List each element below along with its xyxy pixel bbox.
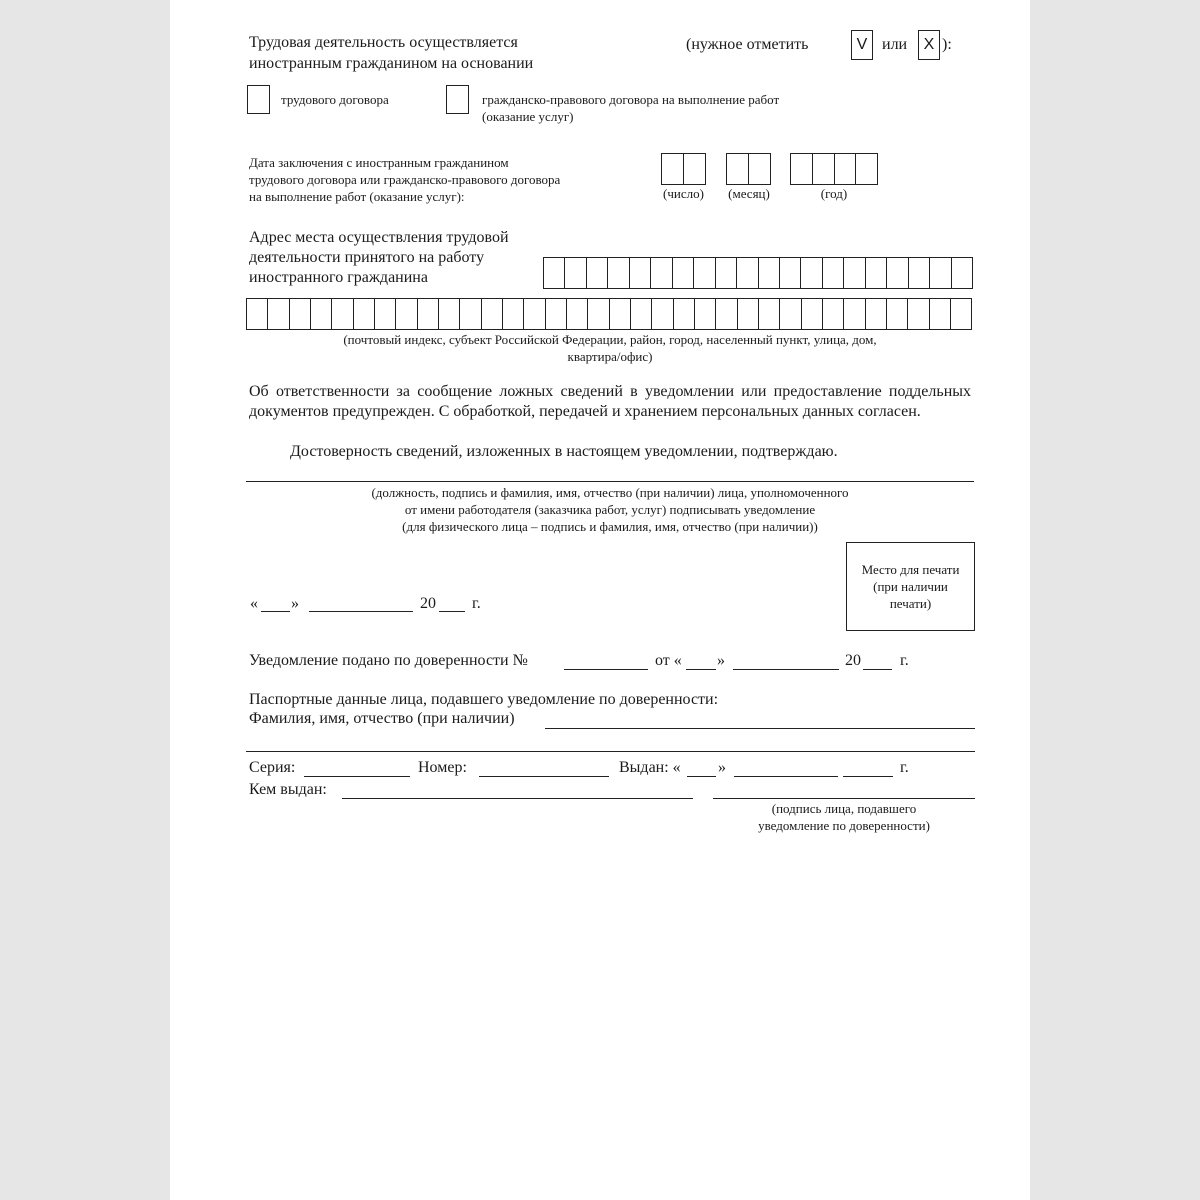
address-cells-row-2[interactable] [246, 298, 972, 330]
signature-hint-2: от имени работодателя (заказчика работ, услуг) подписывать уведомление [404, 502, 816, 517]
mark-prompt: (нужное отметить [686, 36, 809, 53]
address-char-cell[interactable] [268, 299, 289, 329]
address-char-cell[interactable] [565, 258, 586, 288]
labor-contract-checkbox[interactable] [247, 85, 270, 114]
address-char-cell[interactable] [759, 258, 780, 288]
address-char-cell[interactable] [673, 258, 694, 288]
year-caption: (год) [820, 186, 848, 201]
address-char-cell[interactable] [588, 299, 609, 329]
address-char-cell[interactable] [311, 299, 332, 329]
digit-cell[interactable] [791, 154, 813, 184]
contract-date-line-3: на выполнение работ (оказание услуг): [249, 189, 465, 204]
address-hint-2: квартира/офис) [567, 349, 653, 364]
sign-year-blank[interactable] [439, 611, 465, 612]
contract-month-cells[interactable] [726, 153, 771, 185]
number-field[interactable] [479, 776, 609, 777]
civil-contract-checkbox[interactable] [446, 85, 469, 114]
proxy-year-blank[interactable] [863, 669, 892, 670]
address-char-cell[interactable] [503, 299, 524, 329]
form-page [170, 0, 1030, 1200]
sign-month-blank[interactable] [309, 611, 413, 612]
address-char-cell[interactable] [802, 299, 823, 329]
civil-contract-label-1: гражданско-правового договора на выполнение работ [482, 92, 780, 107]
digit-cell[interactable] [835, 154, 857, 184]
issued-year-field[interactable] [843, 776, 893, 777]
digit-cell[interactable] [749, 154, 770, 184]
issued-close: » [718, 759, 726, 776]
proxy-year-suffix: г. [900, 652, 909, 669]
address-char-cell[interactable] [866, 299, 887, 329]
address-char-cell[interactable] [887, 258, 908, 288]
address-char-cell[interactable] [587, 258, 608, 288]
address-char-cell[interactable] [844, 258, 865, 288]
address-char-cell[interactable] [482, 299, 503, 329]
contract-day-cells[interactable] [661, 153, 706, 185]
proxy-sign-hint-1: (подпись лица, подавшего [771, 801, 917, 816]
address-char-cell[interactable] [375, 299, 396, 329]
address-char-cell[interactable] [460, 299, 481, 329]
stamp-text-2: (при наличии [873, 579, 948, 594]
address-char-cell[interactable] [524, 299, 545, 329]
address-char-cell[interactable] [652, 299, 673, 329]
basis-line-1: Трудовая деятельность осуществляется [249, 34, 518, 51]
signature-line[interactable] [246, 481, 974, 482]
confirm-text: Достоверность сведений, изложенных в настоящем уведомлении, подтверждаю. [290, 443, 838, 460]
address-char-cell[interactable] [780, 258, 801, 288]
issued-by-field[interactable] [342, 798, 693, 799]
stamp-text-1: Место для печати [861, 562, 960, 577]
issued-label: Выдан: « [619, 759, 681, 776]
address-char-cell[interactable] [823, 258, 844, 288]
address-char-cell[interactable] [952, 258, 972, 288]
address-char-cell[interactable] [439, 299, 460, 329]
address-char-cell[interactable] [290, 299, 311, 329]
contract-date-line-1: Дата заключения с иностранным гражданином [249, 155, 509, 170]
passport-title: Паспортные данные лица, подавшего уведомление по доверенности: [249, 691, 719, 708]
proxy-number-blank[interactable] [564, 669, 648, 670]
fio-field-continued[interactable] [246, 751, 975, 752]
digit-cell[interactable] [856, 154, 877, 184]
address-char-cell[interactable] [247, 299, 268, 329]
labor-contract-label: трудового договора [281, 92, 389, 107]
proxy-close: » [717, 652, 725, 669]
series-field[interactable] [304, 776, 410, 777]
address-char-cell[interactable] [354, 299, 375, 329]
address-line-3: иностранного гражданина [249, 269, 428, 286]
stamp-text-3: печати) [889, 596, 932, 611]
mark-close: ): [942, 36, 952, 53]
address-char-cell[interactable] [738, 299, 759, 329]
address-char-cell[interactable] [567, 299, 588, 329]
digit-cell[interactable] [727, 154, 749, 184]
sign-day-blank[interactable] [261, 611, 290, 612]
address-char-cell[interactable] [332, 299, 353, 329]
address-char-cell[interactable] [951, 299, 971, 329]
address-char-cell[interactable] [887, 299, 908, 329]
signature-hint-3: (для физического лица – подпись и фамилия, имя, отчество (при наличии)) [402, 519, 818, 534]
address-char-cell[interactable] [801, 258, 822, 288]
address-char-cell[interactable] [608, 258, 629, 288]
sign-date-close: » [291, 595, 299, 612]
address-char-cell[interactable] [544, 258, 565, 288]
address-char-cell[interactable] [930, 299, 951, 329]
address-char-cell[interactable] [674, 299, 695, 329]
address-char-cell[interactable] [631, 299, 652, 329]
digit-cell[interactable] [813, 154, 835, 184]
issued-year-suffix: г. [900, 759, 909, 776]
address-char-cell[interactable] [610, 299, 631, 329]
address-char-cell[interactable] [759, 299, 780, 329]
address-cells-row-1[interactable] [543, 257, 973, 289]
stamp-place [846, 542, 975, 631]
address-char-cell[interactable] [396, 299, 417, 329]
proxy-sign-hint-2: уведомление по доверенности) [758, 818, 930, 833]
basis-line-2: иностранным гражданином на основании [249, 55, 534, 72]
address-char-cell[interactable] [418, 299, 439, 329]
address-char-cell[interactable] [908, 299, 929, 329]
month-caption: (месяц) [728, 186, 770, 201]
mark-or: или [882, 36, 908, 53]
sign-date-open: « [250, 595, 258, 612]
address-char-cell[interactable] [737, 258, 758, 288]
address-char-cell[interactable] [909, 258, 930, 288]
fio-field[interactable] [545, 728, 975, 729]
issued-by-label: Кем выдан: [249, 781, 327, 798]
sign-year-suffix: г. [472, 595, 481, 612]
address-hint-1: (почтовый индекс, субъект Российской Федерации, район, город, населенный пункт, улица, дом, [343, 332, 877, 347]
series-label: Серия: [249, 759, 296, 776]
address-char-cell[interactable] [780, 299, 801, 329]
proxy-signature-line[interactable] [713, 798, 975, 799]
contract-date-line-2: трудового договора или гражданско-правового договора [249, 172, 561, 187]
address-line-1: Адрес места осуществления трудовой [249, 229, 509, 246]
address-char-cell[interactable] [694, 258, 715, 288]
proxy-year-prefix: 20 [845, 652, 861, 669]
mark-v-sample: V [851, 30, 873, 60]
address-char-cell[interactable] [630, 258, 651, 288]
mark-x-sample: X [918, 30, 940, 60]
proxy-month-blank[interactable] [733, 669, 839, 670]
address-char-cell[interactable] [823, 299, 844, 329]
issued-day-field[interactable] [687, 776, 716, 777]
responsibility-text: Об ответственности за сообщение ложных сведений в уведомлении или предоставление поддельных документов предупрежден. С обработкой, передачей и хранением персональных данных согласен. [249, 383, 971, 420]
address-char-cell[interactable] [930, 258, 951, 288]
digit-cell[interactable] [684, 154, 705, 184]
proxy-label: Уведомление подано по доверенности № [249, 652, 528, 669]
number-label: Номер: [418, 759, 467, 776]
civil-contract-label-2: (оказание услуг) [482, 109, 574, 124]
fio-label: Фамилия, имя, отчество (при наличии) [249, 710, 515, 727]
sign-year-prefix: 20 [420, 595, 436, 612]
proxy-from: от « [655, 652, 682, 669]
proxy-day-blank[interactable] [686, 669, 716, 670]
address-char-cell[interactable] [866, 258, 887, 288]
address-char-cell[interactable] [546, 299, 567, 329]
digit-cell[interactable] [662, 154, 684, 184]
signature-hint-1: (должность, подпись и фамилия, имя, отчество (при наличии) лица, уполномоченного [371, 485, 849, 500]
address-char-cell[interactable] [716, 258, 737, 288]
address-char-cell[interactable] [695, 299, 716, 329]
issued-month-field[interactable] [734, 776, 838, 777]
address-char-cell[interactable] [651, 258, 672, 288]
address-char-cell[interactable] [716, 299, 737, 329]
address-line-2: деятельности принятого на работу [249, 249, 485, 266]
address-char-cell[interactable] [844, 299, 865, 329]
day-caption: (число) [663, 186, 704, 201]
contract-year-cells[interactable] [790, 153, 878, 185]
